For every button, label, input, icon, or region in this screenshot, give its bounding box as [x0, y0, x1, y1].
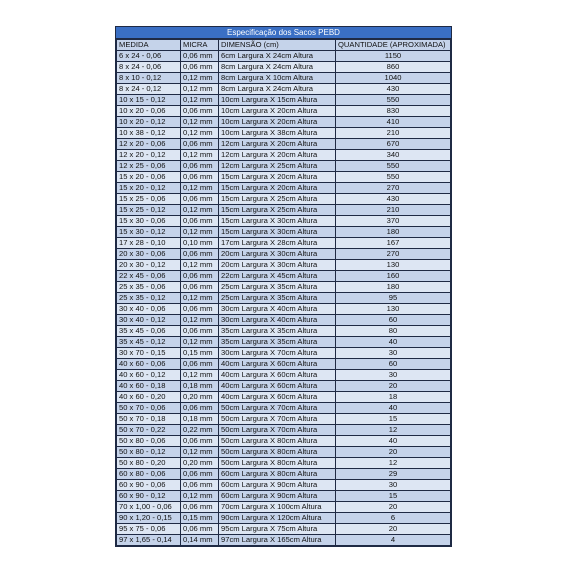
cell-micra[interactable]: 0,15 mm	[181, 513, 219, 524]
cell-micra[interactable]: 0,06 mm	[181, 194, 219, 205]
cell-quantidade[interactable]: 40	[336, 436, 451, 447]
cell-dimensao[interactable]: 17cm Largura X 28cm Altura	[219, 238, 336, 249]
cell-micra[interactable]: 0,06 mm	[181, 480, 219, 491]
cell-micra[interactable]: 0,12 mm	[181, 491, 219, 502]
spec-table	[116, 39, 451, 546]
cell-quantidade[interactable]: 370	[336, 216, 451, 227]
cell-medida[interactable]: 35 x 45 - 0,12	[117, 337, 181, 348]
table-row	[117, 403, 451, 414]
cell-quantidade[interactable]: 20	[336, 524, 451, 535]
table-row	[117, 535, 451, 546]
cell-micra[interactable]: 0,06 mm	[181, 282, 219, 293]
cell-micra[interactable]: 0,12 mm	[181, 337, 219, 348]
cell-medida[interactable]: 17 x 28 - 0,10	[117, 238, 181, 249]
cell-dimensao[interactable]: 40cm Largura X 60cm Altura	[219, 392, 336, 403]
cell-medida[interactable]: 60 x 80 - 0,06	[117, 469, 181, 480]
cell-quantidade[interactable]: 1040	[336, 73, 451, 84]
cell-dimensao[interactable]: 15cm Largura X 30cm Altura	[219, 216, 336, 227]
cell-dimensao[interactable]: 40cm Largura X 60cm Altura	[219, 370, 336, 381]
cell-medida[interactable]: 50 x 70 - 0,18	[117, 414, 181, 425]
cell-micra[interactable]: 0,12 mm	[181, 84, 219, 95]
table-row	[117, 425, 451, 436]
cell-quantidade[interactable]: 95	[336, 293, 451, 304]
cell-dimensao[interactable]: 40cm Largura X 60cm Altura	[219, 359, 336, 370]
table-row	[117, 414, 451, 425]
cell-medida[interactable]: 15 x 30 - 0,06	[117, 216, 181, 227]
cell-dimensao[interactable]: 35cm Largura X 35cm Altura	[219, 337, 336, 348]
table-row	[117, 139, 451, 150]
cell-dimensao[interactable]: 30cm Largura X 70cm Altura	[219, 348, 336, 359]
table-row	[117, 271, 451, 282]
cell-micra[interactable]: 0,06 mm	[181, 359, 219, 370]
cell-micra[interactable]: 0,06 mm	[181, 524, 219, 535]
cell-quantidade[interactable]: 30	[336, 370, 451, 381]
table-row	[117, 150, 451, 161]
cell-dimensao[interactable]: 40cm Largura X 60cm Altura	[219, 381, 336, 392]
cell-medida[interactable]: 50 x 80 - 0,06	[117, 436, 181, 447]
table-row	[117, 117, 451, 128]
cell-quantidade[interactable]: 4	[336, 535, 451, 546]
cell-medida[interactable]: 15 x 20 - 0,06	[117, 172, 181, 183]
table-row	[117, 480, 451, 491]
cell-medida[interactable]: 90 x 1,20 - 0,15	[117, 513, 181, 524]
cell-micra[interactable]: 0,06 mm	[181, 106, 219, 117]
cell-quantidade[interactable]: 40	[336, 403, 451, 414]
cell-dimensao[interactable]: 90cm Largura X 120cm Altura	[219, 513, 336, 524]
cell-micra[interactable]: 0,12 mm	[181, 205, 219, 216]
cell-quantidade[interactable]: 550	[336, 161, 451, 172]
cell-quantidade[interactable]: 18	[336, 392, 451, 403]
cell-medida[interactable]: 10 x 20 - 0,06	[117, 106, 181, 117]
cell-micra[interactable]: 0,12 mm	[181, 183, 219, 194]
cell-micra[interactable]: 0,06 mm	[181, 304, 219, 315]
table-row	[117, 260, 451, 271]
table-row	[117, 249, 451, 260]
sheet-title: Especificação dos Sacos PEBD	[116, 27, 451, 39]
cell-dimensao[interactable]: 10cm Largura X 20cm Altura	[219, 106, 336, 117]
table-row	[117, 205, 451, 216]
cell-micra[interactable]: 0,06 mm	[181, 216, 219, 227]
cell-quantidade[interactable]: 430	[336, 194, 451, 205]
table-row	[117, 491, 451, 502]
header-micra[interactable]: MICRA	[181, 40, 219, 51]
cell-quantidade[interactable]: 340	[336, 150, 451, 161]
cell-micra[interactable]: 0,06 mm	[181, 249, 219, 260]
cell-quantidade[interactable]: 160	[336, 271, 451, 282]
cell-dimensao[interactable]: 50cm Largura X 80cm Altura	[219, 447, 336, 458]
cell-medida[interactable]: 8 x 10 - 0,12	[117, 73, 181, 84]
cell-micra[interactable]: 0,22 mm	[181, 425, 219, 436]
table-row	[117, 458, 451, 469]
table-row	[117, 469, 451, 480]
header-dimensao[interactable]: DIMENSÃO (cm)	[219, 40, 336, 51]
cell-micra[interactable]: 0,12 mm	[181, 260, 219, 271]
table-row	[117, 73, 451, 84]
table-row	[117, 381, 451, 392]
cell-quantidade[interactable]: 1150	[336, 51, 451, 62]
cell-medida[interactable]: 30 x 40 - 0,06	[117, 304, 181, 315]
cell-medida[interactable]: 10 x 38 - 0,12	[117, 128, 181, 139]
cell-medida[interactable]: 25 x 35 - 0,06	[117, 282, 181, 293]
cell-medida[interactable]: 60 x 90 - 0,06	[117, 480, 181, 491]
cell-quantidade[interactable]: 210	[336, 128, 451, 139]
cell-micra[interactable]: 0,06 mm	[181, 436, 219, 447]
cell-micra[interactable]: 0,15 mm	[181, 348, 219, 359]
cell-micra[interactable]: 0,12 mm	[181, 128, 219, 139]
cell-medida[interactable]: 10 x 20 - 0,12	[117, 117, 181, 128]
cell-medida[interactable]: 40 x 60 - 0,18	[117, 381, 181, 392]
cell-quantidade[interactable]: 6	[336, 513, 451, 524]
cell-micra[interactable]: 0,06 mm	[181, 161, 219, 172]
cell-dimensao[interactable]: 50cm Largura X 70cm Altura	[219, 414, 336, 425]
cell-quantidade[interactable]: 20	[336, 447, 451, 458]
cell-dimensao[interactable]: 60cm Largura X 90cm Altura	[219, 480, 336, 491]
cell-micra[interactable]: 0,12 mm	[181, 227, 219, 238]
cell-medida[interactable]: 50 x 80 - 0,12	[117, 447, 181, 458]
cell-micra[interactable]: 0,12 mm	[181, 293, 219, 304]
cell-quantidade[interactable]: 180	[336, 282, 451, 293]
table-row	[117, 359, 451, 370]
cell-micra[interactable]: 0,18 mm	[181, 414, 219, 425]
cell-medida[interactable]: 15 x 25 - 0,12	[117, 205, 181, 216]
cell-micra[interactable]: 0,12 mm	[181, 117, 219, 128]
cell-dimensao[interactable]: 35cm Largura X 35cm Altura	[219, 326, 336, 337]
table-row	[117, 172, 451, 183]
cell-quantidade[interactable]: 80	[336, 326, 451, 337]
cell-dimensao[interactable]: 70cm Largura X 100cm Altura	[219, 502, 336, 513]
cell-micra[interactable]: 0,06 mm	[181, 51, 219, 62]
table-row	[117, 304, 451, 315]
cell-micra[interactable]: 0,06 mm	[181, 326, 219, 337]
cell-medida[interactable]: 50 x 70 - 0,22	[117, 425, 181, 436]
cell-quantidade[interactable]: 15	[336, 491, 451, 502]
cell-medida[interactable]: 50 x 70 - 0,06	[117, 403, 181, 414]
cell-dimensao[interactable]: 15cm Largura X 20cm Altura	[219, 172, 336, 183]
cell-quantidade[interactable]: 270	[336, 183, 451, 194]
table-row	[117, 62, 451, 73]
cell-medida[interactable]: 35 x 45 - 0,06	[117, 326, 181, 337]
cell-dimensao[interactable]: 25cm Largura X 35cm Altura	[219, 282, 336, 293]
table-row	[117, 315, 451, 326]
cell-dimensao[interactable]: 30cm Largura X 40cm Altura	[219, 304, 336, 315]
cell-dimensao[interactable]: 10cm Largura X 38cm Altura	[219, 128, 336, 139]
cell-medida[interactable]: 25 x 35 - 0,12	[117, 293, 181, 304]
cell-micra[interactable]: 0,06 mm	[181, 62, 219, 73]
cell-medida[interactable]: 8 x 24 - 0,06	[117, 62, 181, 73]
cell-dimensao[interactable]: 25cm Largura X 35cm Altura	[219, 293, 336, 304]
table-row	[117, 502, 451, 513]
table-row	[117, 337, 451, 348]
table-row	[117, 161, 451, 172]
spec-sheet	[115, 26, 452, 547]
table-row	[117, 513, 451, 524]
cell-medida[interactable]: 10 x 15 - 0,12	[117, 95, 181, 106]
cell-medida[interactable]: 6 x 24 - 0,06	[117, 51, 181, 62]
cell-quantidade[interactable]: 30	[336, 480, 451, 491]
cell-medida[interactable]: 95 x 75 - 0,06	[117, 524, 181, 535]
cell-dimensao[interactable]: 20cm Largura X 30cm Altura	[219, 260, 336, 271]
table-row	[117, 51, 451, 62]
cell-quantidade[interactable]: 12	[336, 425, 451, 436]
cell-dimensao[interactable]: 10cm Largura X 15cm Altura	[219, 95, 336, 106]
cell-quantidade[interactable]: 410	[336, 117, 451, 128]
cell-micra[interactable]: 0,12 mm	[181, 447, 219, 458]
cell-dimensao[interactable]: 15cm Largura X 30cm Altura	[219, 227, 336, 238]
table-row	[117, 436, 451, 447]
cell-micra[interactable]: 0,12 mm	[181, 73, 219, 84]
cell-medida[interactable]: 60 x 90 - 0,12	[117, 491, 181, 502]
table-row	[117, 392, 451, 403]
cell-micra[interactable]: 0,06 mm	[181, 403, 219, 414]
cell-medida[interactable]: 20 x 30 - 0,06	[117, 249, 181, 260]
cell-quantidade[interactable]: 29	[336, 469, 451, 480]
cell-medida[interactable]: 22 x 45 - 0,06	[117, 271, 181, 282]
cell-micra[interactable]: 0,06 mm	[181, 271, 219, 282]
cell-dimensao[interactable]: 50cm Largura X 80cm Altura	[219, 436, 336, 447]
cell-quantidade[interactable]: 210	[336, 205, 451, 216]
cell-dimensao[interactable]: 60cm Largura X 90cm Altura	[219, 491, 336, 502]
cell-medida[interactable]: 15 x 20 - 0,12	[117, 183, 181, 194]
cell-micra[interactable]: 0,20 mm	[181, 392, 219, 403]
cell-dimensao[interactable]: 10cm Largura X 20cm Altura	[219, 117, 336, 128]
table-row	[117, 128, 451, 139]
cell-medida[interactable]: 12 x 20 - 0,06	[117, 139, 181, 150]
table-body	[117, 51, 451, 546]
cell-dimensao[interactable]: 60cm Largura X 80cm Altura	[219, 469, 336, 480]
cell-quantidade[interactable]: 130	[336, 260, 451, 271]
cell-dimensao[interactable]: 20cm Largura X 30cm Altura	[219, 249, 336, 260]
cell-quantidade[interactable]: 670	[336, 139, 451, 150]
cell-quantidade[interactable]: 60	[336, 315, 451, 326]
header-row	[117, 40, 451, 51]
cell-dimensao[interactable]: 8cm Largura X 10cm Altura	[219, 73, 336, 84]
cell-quantidade[interactable]: 40	[336, 337, 451, 348]
table-row	[117, 293, 451, 304]
cell-quantidade[interactable]: 550	[336, 172, 451, 183]
cell-medida[interactable]: 12 x 20 - 0,12	[117, 150, 181, 161]
cell-medida[interactable]: 97 x 1,65 - 0,14	[117, 535, 181, 546]
cell-quantidade[interactable]: 180	[336, 227, 451, 238]
cell-quantidade[interactable]: 860	[336, 62, 451, 73]
cell-medida[interactable]: 20 x 30 - 0,12	[117, 260, 181, 271]
cell-micra[interactable]: 0,12 mm	[181, 315, 219, 326]
table-row	[117, 227, 451, 238]
cell-micra[interactable]: 0,18 mm	[181, 381, 219, 392]
cell-dimensao[interactable]: 30cm Largura X 40cm Altura	[219, 315, 336, 326]
cell-micra[interactable]: 0,20 mm	[181, 458, 219, 469]
cell-micra[interactable]: 0,14 mm	[181, 535, 219, 546]
cell-medida[interactable]: 8 x 24 - 0,12	[117, 84, 181, 95]
cell-dimensao[interactable]: 50cm Largura X 70cm Altura	[219, 425, 336, 436]
cell-dimensao[interactable]: 8cm Largura X 24cm Altura	[219, 84, 336, 95]
cell-micra[interactable]: 0,12 mm	[181, 150, 219, 161]
table-row	[117, 106, 451, 117]
table-row	[117, 282, 451, 293]
cell-medida[interactable]: 70 x 1,00 - 0,06	[117, 502, 181, 513]
cell-dimensao[interactable]: 15cm Largura X 20cm Altura	[219, 183, 336, 194]
cell-dimensao[interactable]: 6cm Largura X 24cm Altura	[219, 51, 336, 62]
header-medida[interactable]: MEDIDA	[117, 40, 181, 51]
cell-quantidade[interactable]: 167	[336, 238, 451, 249]
cell-quantidade[interactable]: 20	[336, 381, 451, 392]
cell-quantidade[interactable]: 20	[336, 502, 451, 513]
cell-quantidade[interactable]: 830	[336, 106, 451, 117]
cell-dimensao[interactable]: 15cm Largura X 25cm Altura	[219, 194, 336, 205]
table-row	[117, 216, 451, 227]
cell-dimensao[interactable]: 22cm Largura X 45cm Altura	[219, 271, 336, 282]
cell-micra[interactable]: 0,12 mm	[181, 370, 219, 381]
cell-dimensao[interactable]: 8cm Largura X 24cm Altura	[219, 62, 336, 73]
cell-quantidade[interactable]: 12	[336, 458, 451, 469]
cell-dimensao[interactable]: 97cm Largura X 165cm Altura	[219, 535, 336, 546]
cell-quantidade[interactable]: 60	[336, 359, 451, 370]
cell-micra[interactable]: 0,06 mm	[181, 172, 219, 183]
cell-medida[interactable]: 50 x 80 - 0,20	[117, 458, 181, 469]
cell-medida[interactable]: 30 x 70 - 0,15	[117, 348, 181, 359]
table-row	[117, 348, 451, 359]
header-quantidade[interactable]: QUANTIDADE (APROXIMADA)	[336, 40, 451, 51]
cell-micra[interactable]: 0,10 mm	[181, 238, 219, 249]
cell-micra[interactable]: 0,06 mm	[181, 502, 219, 513]
cell-quantidade[interactable]: 550	[336, 95, 451, 106]
cell-dimensao[interactable]: 50cm Largura X 80cm Altura	[219, 458, 336, 469]
cell-quantidade[interactable]: 30	[336, 348, 451, 359]
cell-quantidade[interactable]: 15	[336, 414, 451, 425]
cell-dimensao[interactable]: 12cm Largura X 20cm Altura	[219, 139, 336, 150]
table-row	[117, 194, 451, 205]
table-row	[117, 238, 451, 249]
cell-dimensao[interactable]: 95cm Largura X 75cm Altura	[219, 524, 336, 535]
cell-micra[interactable]: 0,06 mm	[181, 469, 219, 480]
cell-quantidade[interactable]: 270	[336, 249, 451, 260]
table-row	[117, 370, 451, 381]
cell-micra[interactable]: 0,12 mm	[181, 95, 219, 106]
cell-quantidade[interactable]: 130	[336, 304, 451, 315]
cell-medida[interactable]: 40 x 60 - 0,06	[117, 359, 181, 370]
cell-medida[interactable]: 40 x 60 - 0,20	[117, 392, 181, 403]
table-row	[117, 183, 451, 194]
cell-dimensao[interactable]: 12cm Largura X 25cm Altura	[219, 161, 336, 172]
table-row	[117, 524, 451, 535]
cell-medida[interactable]: 40 x 60 - 0,12	[117, 370, 181, 381]
cell-medida[interactable]: 12 x 25 - 0,06	[117, 161, 181, 172]
cell-medida[interactable]: 30 x 40 - 0,12	[117, 315, 181, 326]
table-row	[117, 84, 451, 95]
cell-medida[interactable]: 15 x 25 - 0,06	[117, 194, 181, 205]
table-row	[117, 326, 451, 337]
cell-dimensao[interactable]: 50cm Largura X 70cm Altura	[219, 403, 336, 414]
cell-dimensao[interactable]: 15cm Largura X 25cm Altura	[219, 205, 336, 216]
cell-medida[interactable]: 15 x 30 - 0,12	[117, 227, 181, 238]
table-row	[117, 447, 451, 458]
cell-quantidade[interactable]: 430	[336, 84, 451, 95]
cell-micra[interactable]: 0,06 mm	[181, 139, 219, 150]
cell-dimensao[interactable]: 12cm Largura X 20cm Altura	[219, 150, 336, 161]
table-row	[117, 95, 451, 106]
